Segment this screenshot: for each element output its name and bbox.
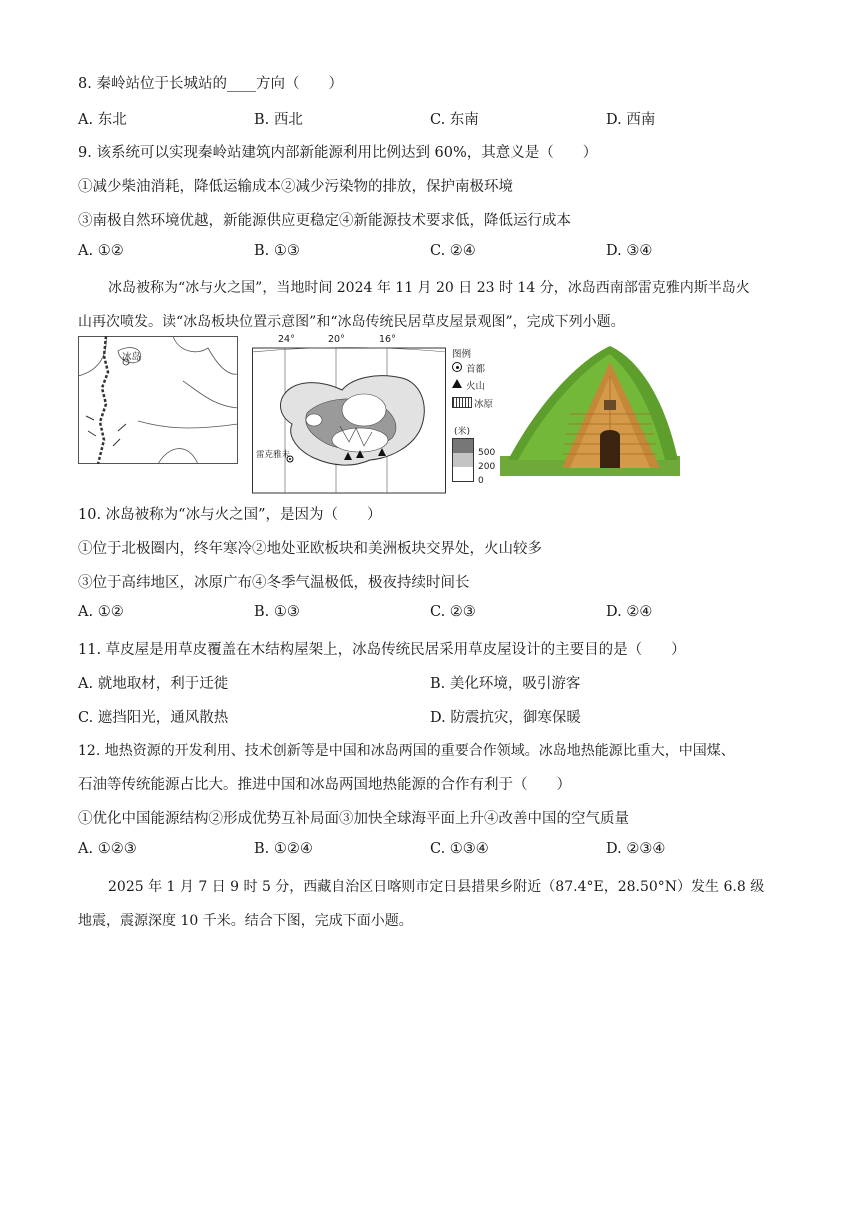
q10-option-c: C. ②③ — [430, 604, 476, 620]
q11-option-b: B. 美化环境，吸引游客 — [430, 676, 581, 692]
elevation-0: 0 — [478, 476, 484, 486]
q8-option-b: B. 西北 — [254, 112, 303, 128]
question-12-stem-1: 12. 地热资源的开发利用、技术创新等是中国和冰岛两国的重要合作领域。冰岛地热能源比重大，中国煤、 — [78, 743, 735, 759]
q10-option-d: D. ②④ — [606, 604, 653, 620]
earthquake-passage-line-2: 地震，震源深度 10 千米。结合下图，完成下面小题。 — [78, 913, 413, 929]
elevation-500: 500 — [478, 448, 496, 458]
q9-option-c: C. ②④ — [430, 243, 476, 259]
legend-ice-label: 冰原 — [474, 399, 494, 410]
question-11-stem: 11. 草皮屋是用草皮覆盖在木结构屋架上，冰岛传统民居采用草皮屋设计的主要目的是（ ） — [78, 642, 686, 658]
turf-house-photo — [500, 340, 680, 476]
iceland-passage-line-1: 冰岛被称为“冰与火之国”，当地时间 2024 年 11 月 20 日 23 时 14 分，冰岛西南部雷克雅内斯半岛火 — [108, 280, 750, 296]
iceland-plate-map — [78, 336, 238, 464]
lon-label-24: 24° — [278, 334, 295, 345]
q9-option-d: D. ③④ — [606, 243, 653, 259]
q8-option-a: A. 东北 — [78, 112, 127, 128]
question-10-stem: 10. 冰岛被称为“冰与火之国”，是因为（ ） — [78, 507, 382, 523]
q12-option-a: A. ①②③ — [78, 841, 137, 857]
ice-field-symbol-icon — [452, 397, 472, 408]
legend-title: 图例 — [452, 349, 472, 360]
q11-option-d: D. 防震抗灾，御寒保暖 — [430, 710, 581, 726]
turf-house-drawing — [500, 340, 680, 476]
question-8-stem: 8. 秦岭站位于长城站的____方向（ ） — [78, 76, 343, 92]
elevation-unit-label: (米) — [454, 427, 471, 437]
q9-option-b: B. ①③ — [254, 243, 300, 259]
city-label-reykjavik: 雷克雅未 — [256, 450, 291, 460]
iceland-map — [252, 334, 446, 494]
earthquake-passage-line-1: 2025 年 1 月 7 日 9 时 5 分，西藏自治区日喀则市定日县措果乡附近（87.4°E，28.50°N）发生 6.8 级 — [108, 879, 765, 895]
q11-option-a: A. 就地取材，利于迁徙 — [78, 676, 229, 692]
plate-map-drawing — [78, 336, 238, 464]
q10-statements-2: ③位于高纬地区，冰原广布④冬季气温极低，极夜持续时间长 — [78, 575, 470, 591]
capital-symbol-icon — [452, 362, 462, 372]
q11-option-c: C. 遮挡阳光，通风散热 — [78, 710, 229, 726]
question-12-stem-2: 石油等传统能源占比大。推进中国和冰岛两国地热能源的合作有利于（ ） — [78, 777, 571, 793]
q10-statements-1: ①位于北极圈内，终年寒冷②地处亚欧板块和美洲板块交界处，火山较多 — [78, 541, 542, 557]
map1-label-iceland: 冰岛 — [122, 352, 142, 363]
q9-statements-2: ③南极自然环境优越，新能源供应更稳定④新能源技术要求低，降低运行成本 — [78, 213, 571, 229]
iceland-map-drawing — [252, 338, 446, 494]
q8-option-c: C. 东南 — [430, 112, 479, 128]
q12-statements: ①优化中国能源结构②形成优势互补局面③加快全球海平面上升④改善中国的空气质量 — [78, 811, 629, 827]
q9-statements-1: ①减少柴油消耗，降低运输成本②减少污染物的排放，保护南极环境 — [78, 179, 513, 195]
map-legend — [452, 346, 500, 496]
q12-option-d: D. ②③④ — [606, 841, 666, 857]
q12-option-c: C. ①③④ — [430, 841, 489, 857]
lon-label-16: 16° — [379, 334, 396, 345]
q12-option-b: B. ①②④ — [254, 841, 313, 857]
q9-option-a: A. ①② — [78, 243, 124, 259]
legend-capital-label: 首都 — [466, 364, 486, 375]
volcano-symbol-icon — [452, 379, 462, 388]
iceland-passage-line-2: 山再次喷发。读“冰岛板块位置示意图”和“冰岛传统民居草皮屋景观图”，完成下列小题。 — [78, 314, 625, 330]
q10-option-b: B. ①③ — [254, 604, 300, 620]
elevation-scale — [452, 438, 474, 482]
elevation-200: 200 — [478, 462, 496, 472]
q10-option-a: A. ①② — [78, 604, 124, 620]
q8-option-d: D. 西南 — [606, 112, 656, 128]
lon-label-20: 20° — [328, 334, 345, 345]
legend-volcano-label: 火山 — [466, 381, 486, 392]
question-9-stem: 9. 该系统可以实现秦岭站建筑内部新能源利用比例达到 60%，其意义是（ ） — [78, 145, 598, 161]
